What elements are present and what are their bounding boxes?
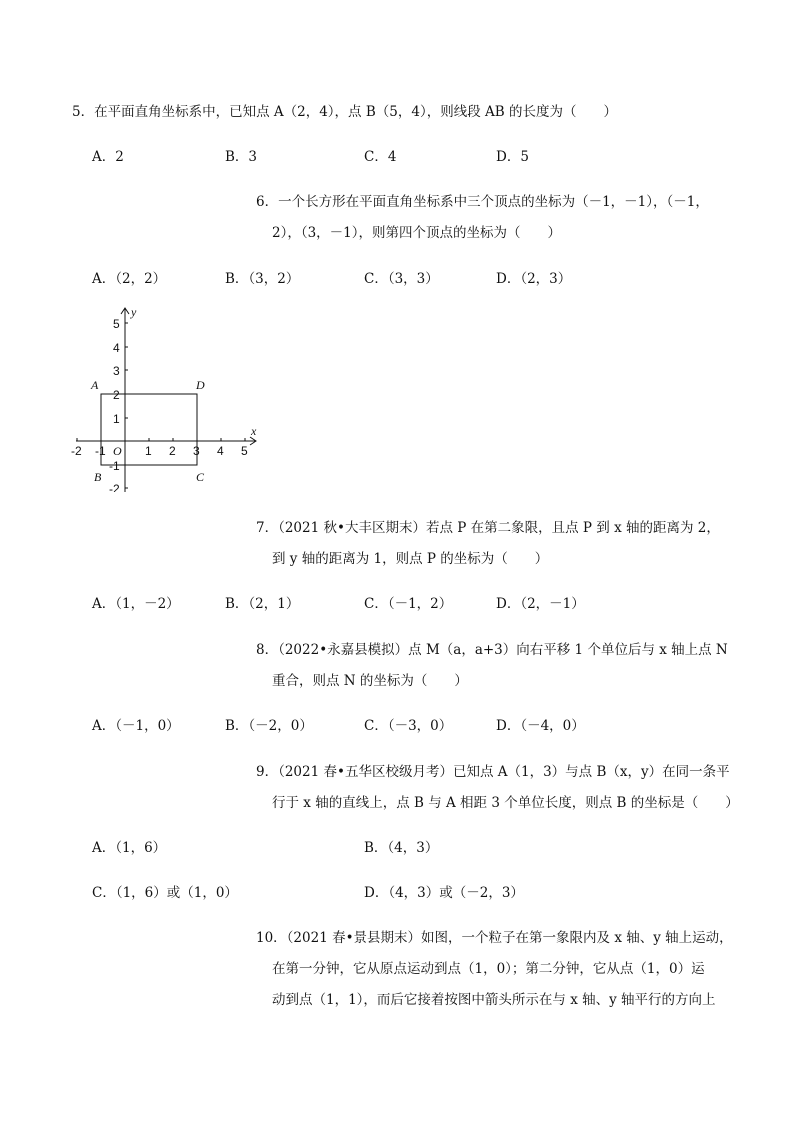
q6-option-b: B．（3，2） — [225, 271, 300, 287]
q9-stem-line1: 9．（2021 春•五华区校级月考）已知点 A（1，3）与点 B（x，y）在同一条平 — [256, 764, 730, 780]
q7-option-c: C．（－1，2） — [364, 596, 453, 612]
x-tick-label: 2 — [169, 444, 176, 458]
q8-stem-line1: 8．（2022•永嘉县模拟）点 M（a，a+3）向右平移 1 个单位后与 x 轴上点 N — [256, 642, 728, 658]
x-tick-label: -1 — [95, 444, 106, 458]
point-d-label: D — [196, 378, 205, 392]
y-tick-label: 4 — [113, 341, 120, 355]
y-tick-label: 3 — [113, 364, 120, 378]
x-tick-label: 3 — [193, 444, 200, 458]
q7-stem-line1: 7．（2021 秋•大丰区期末）若点 P 在第二象限，且点 P 到 x 轴的距离为 2， — [256, 520, 720, 536]
q7-stem-line2: 到 y 轴的距离为 1，则点 P 的坐标为（ ） — [272, 551, 549, 567]
q5-stem: 5．在平面直角坐标系中，已知点 A（2，4），点 B（5，4），则线段 AB 的长度为（ ） — [72, 104, 617, 120]
q6-option-c: C．（3，3） — [364, 271, 439, 287]
x-tick-label: 1 — [145, 444, 152, 458]
q8-option-b: B．（－2，0） — [225, 718, 313, 734]
q6-option-d: D．（2，3） — [496, 271, 572, 287]
q9-option-b: B．（4，3） — [364, 840, 439, 856]
q5-option-d: D．5 — [496, 149, 529, 165]
q10-line3: 动到点（1，1），而后它接着按图中箭头所示在与 x 轴、y 轴平行的方向上 — [272, 992, 716, 1008]
point-c-label: C — [196, 470, 205, 484]
q6-stem-line2: 2），（3，－1），则第四个顶点的坐标为（ ） — [272, 225, 562, 241]
x-tick-label: 5 — [241, 444, 248, 458]
q7-option-d: D．（2，－1） — [496, 596, 585, 612]
x-tick-label: -2 — [71, 444, 82, 458]
y-tick-label: -2 — [109, 482, 120, 492]
x-tick-label: 4 — [217, 444, 224, 458]
y-tick-label: 1 — [113, 412, 120, 426]
q9-option-a: A．（1，6） — [92, 840, 167, 856]
coordinate-figure — [68, 302, 268, 492]
q8-option-a: A．（－1，0） — [92, 718, 180, 734]
y-tick-label: 2 — [113, 388, 120, 402]
q9-stem-line2: 行于 x 轴的直线上，点 B 与 A 相距 3 个单位长度，则点 B 的坐标是（ ） — [272, 795, 739, 811]
q8-stem-line2: 重合，则点 N 的坐标为（ ） — [272, 673, 468, 689]
x-axis-label: x — [251, 424, 257, 438]
q10-line2: 在第一分钟，它从原点运动到点（1，0）；第二分钟，它从点（1，0）运 — [272, 961, 705, 977]
q6-option-a: A．（2，2） — [92, 271, 167, 287]
y-axis-label: y — [131, 305, 137, 319]
q9-option-c: C．（1，6）或（1，0） — [92, 885, 238, 901]
q9-option-d: D．（4，3）或（－2，3） — [364, 885, 524, 901]
y-tick-label: 5 — [113, 317, 120, 331]
point-b-label: B — [94, 470, 102, 484]
q6-stem-line1: 6．一个长方形在平面直角坐标系中三个顶点的坐标为（－1，－1），（－1， — [256, 194, 709, 210]
q8-option-c: C．（－3，0） — [364, 718, 453, 734]
y-tick-label: -1 — [109, 459, 120, 473]
point-a-label: A — [91, 378, 99, 392]
q5-option-a: A．2 — [92, 149, 124, 165]
q7-option-b: B．（2，1） — [225, 596, 300, 612]
q10-line1: 10．（2021 春•景县期末）如图，一个粒子在第一象限内及 x 轴、y 轴上运动， — [256, 930, 733, 946]
origin-label: O — [113, 444, 122, 458]
q5-option-b: B．3 — [225, 149, 258, 165]
q5-option-c: C．4 — [364, 149, 397, 165]
q7-option-a: A．（1，－2） — [92, 596, 180, 612]
q8-option-d: D．（－4，0） — [496, 718, 585, 734]
